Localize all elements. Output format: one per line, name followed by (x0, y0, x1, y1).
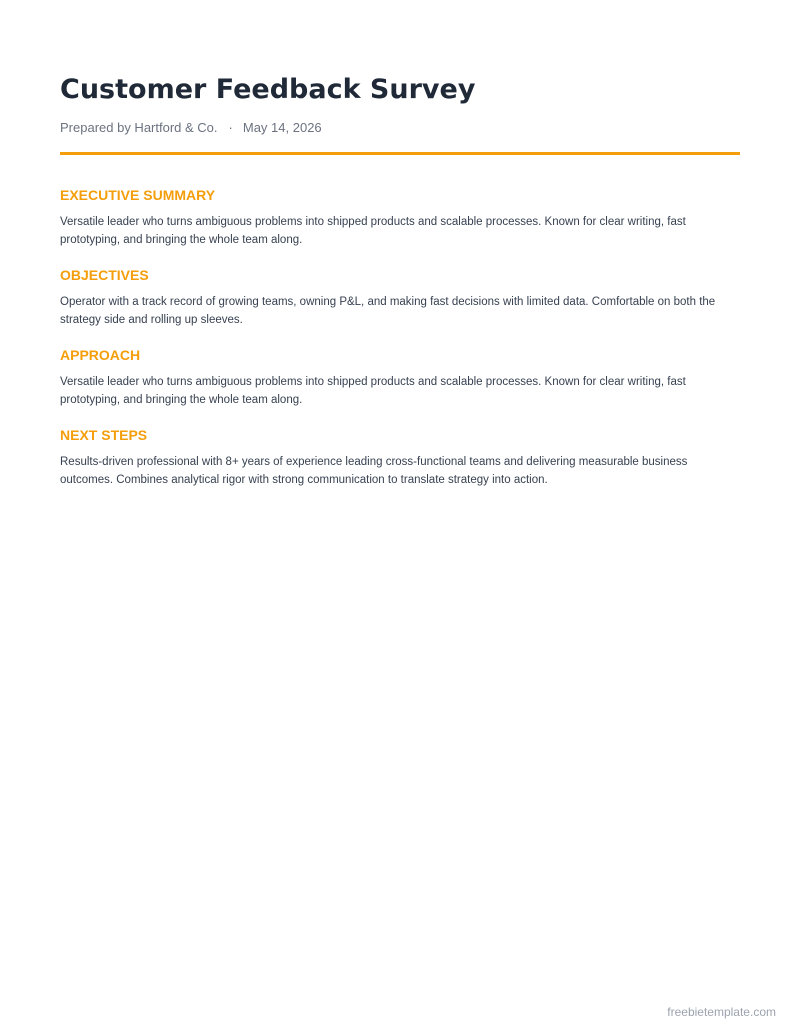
prepared-by: Prepared by Hartford & Co. (60, 120, 218, 135)
footer-link[interactable]: freebietemplate.com (667, 1005, 776, 1019)
section-heading: APPROACH (60, 347, 141, 363)
section-heading: EXECUTIVE SUMMARY (60, 187, 216, 203)
section-executive-summary (60, 186, 740, 249)
section-body: Versatile leader who turns ambiguous problems into shipped products and scalable processes. Known for clear writing, fast prototyping, and bringing the whole team along. (60, 376, 686, 406)
section-approach (60, 346, 740, 409)
document-title: Customer Feedback Survey (60, 74, 476, 105)
header-divider (60, 152, 740, 155)
section-objectives (60, 266, 740, 329)
meta-separator: · (228, 120, 233, 135)
section-heading: NEXT STEPS (60, 427, 148, 443)
section-next-steps (60, 426, 740, 489)
section-heading: OBJECTIVES (60, 267, 149, 283)
section-body: Results-driven professional with 8+ years of experience leading cross-functional teams and delivering measurable business outcomes. Combines analytical rigor with strong communication to translate strategy into action. (60, 456, 688, 486)
section-body: Operator with a track record of growing teams, owning P&L, and making fast decisions with limited data. Comfortable on both the strategy side and rolling up sleeves. (60, 296, 716, 326)
document-meta (60, 119, 322, 137)
section-body: Versatile leader who turns ambiguous problems into shipped products and scalable processes. Known for clear writing, fast prototyping, and bringing the whole team along. (60, 216, 686, 246)
document-date: May 14, 2026 (242, 120, 322, 135)
